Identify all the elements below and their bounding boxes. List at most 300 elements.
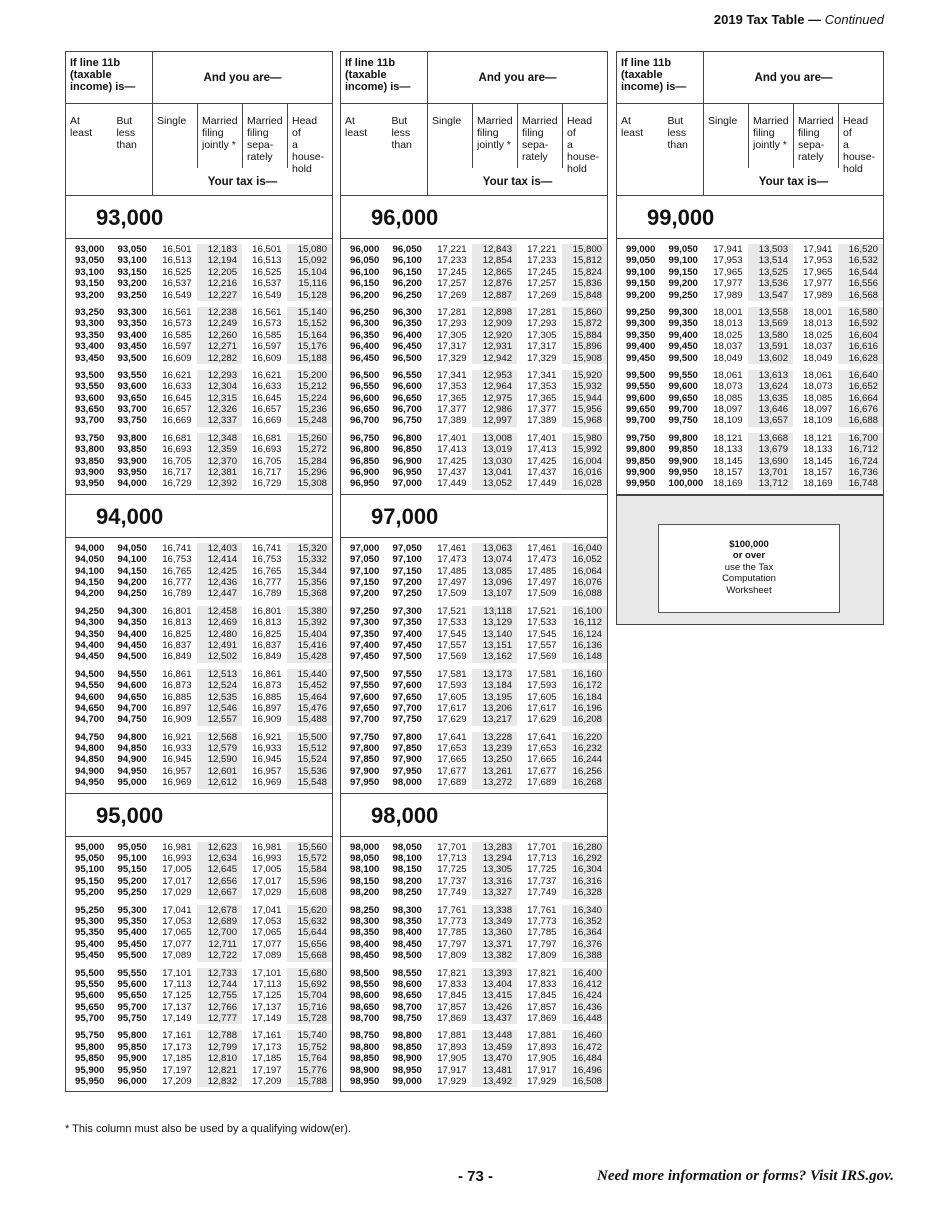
head-of-household-tax-cell: 15,524	[287, 754, 332, 765]
at-least-cell: 94,400	[75, 639, 105, 651]
row-group	[341, 543, 607, 600]
table-header	[66, 52, 332, 104]
married-jointly-tax-cell: 12,854	[472, 255, 517, 266]
table-row	[341, 244, 607, 255]
at-least-cell: 96,400	[350, 341, 380, 353]
married-jointly-tax-cell: 12,634	[197, 853, 242, 864]
single-tax-cell: 17,353	[437, 381, 467, 393]
but-less-than-cell: 93,850	[117, 444, 147, 456]
single-tax-cell: 17,341	[437, 369, 467, 381]
single-tax-cell: 18,001	[713, 306, 743, 318]
table-row	[341, 732, 607, 743]
table-row	[66, 1076, 332, 1087]
married-separately-tax-cell: 17,593	[527, 680, 557, 692]
table-row	[66, 318, 332, 329]
at-least-cell: 97,200	[350, 588, 380, 600]
but-less-than-cell: 98,050	[392, 841, 422, 853]
table-row	[341, 1030, 607, 1041]
head-of-household-tax-cell: 16,076	[562, 577, 607, 588]
at-least-cell: 93,400	[75, 341, 105, 353]
but-less-than-cell: 97,350	[392, 617, 422, 629]
but-less-than-cell: 94,300	[117, 605, 147, 617]
but-less-than-cell: 97,950	[392, 765, 422, 777]
table-row	[66, 456, 332, 467]
at-least-cell: 94,900	[75, 765, 105, 777]
but-less-than-cell: 97,650	[392, 691, 422, 703]
but-less-than-cell: 98,350	[392, 915, 422, 927]
but-less-than-cell: 96,850	[392, 444, 422, 456]
single-tax-cell: 17,329	[437, 352, 467, 364]
single-tax-cell: 16,861	[162, 668, 192, 680]
married-separately-tax-cell: 17,581	[527, 668, 557, 680]
single-tax-cell: 17,461	[437, 542, 467, 554]
table-row	[66, 1065, 332, 1076]
head-of-household-tax-cell: 15,608	[287, 887, 332, 898]
head-of-household-tax-cell: 15,848	[562, 290, 607, 301]
at-least-cell: 97,000	[350, 542, 380, 554]
at-least-cell: 93,200	[75, 289, 105, 301]
head-of-household-tax-cell: 16,316	[562, 876, 607, 887]
married-jointly-tax-cell: 12,579	[197, 743, 242, 754]
table-row	[341, 905, 607, 916]
married-jointly-tax-cell: 12,546	[197, 703, 242, 714]
table-row	[341, 842, 607, 853]
at-least-cell: 95,450	[75, 950, 105, 962]
married-separately-tax-cell: 17,881	[527, 1030, 557, 1042]
married-jointly-tax-cell: 12,370	[197, 456, 242, 467]
single-tax-cell: 16,765	[162, 565, 192, 577]
at-least-cell: 95,900	[75, 1064, 105, 1076]
married-jointly-tax-cell: 13,074	[472, 554, 517, 565]
married-separately-tax-cell: 16,861	[252, 668, 282, 680]
row-group	[66, 842, 332, 899]
but-less-than-cell: 99,750	[668, 415, 698, 427]
married-separately-tax-cell: 16,729	[252, 478, 282, 490]
but-less-than-cell: 99,250	[668, 289, 698, 301]
single-tax-cell: 17,929	[437, 1076, 467, 1088]
single-tax-cell: 17,401	[437, 432, 467, 444]
at-least-cell: 94,550	[75, 680, 105, 692]
head-of-household-tax-cell: 16,052	[562, 554, 607, 565]
married-jointly-tax-cell: 12,689	[197, 916, 242, 927]
table-row	[341, 255, 607, 266]
single-tax-cell: 17,197	[162, 1064, 192, 1076]
table-row	[341, 979, 607, 990]
block-heading: 93,000	[66, 196, 332, 239]
head-of-household-tax-cell: 15,464	[287, 692, 332, 703]
head-of-household-tax-cell: 16,376	[562, 939, 607, 950]
married-jointly-tax-cell: 12,447	[197, 588, 242, 599]
single-tax-cell: 16,741	[162, 542, 192, 554]
table-row	[66, 393, 332, 404]
married-jointly-tax-cell: 12,359	[197, 444, 242, 455]
but-less-than-cell: 97,500	[392, 651, 422, 663]
table-row	[66, 255, 332, 266]
but-less-than-cell: 95,900	[117, 1053, 147, 1065]
single-tax-cell: 17,989	[713, 289, 743, 301]
table-row	[341, 680, 607, 691]
table-row	[66, 754, 332, 765]
head-of-household-tax-cell: 15,956	[562, 404, 607, 415]
but-less-than-cell: 95,650	[117, 990, 147, 1002]
married-separately-tax-cell: 17,197	[252, 1064, 282, 1076]
at-least-cell: 93,950	[75, 478, 105, 490]
married-separately-tax-cell: 17,713	[527, 853, 557, 865]
at-least-cell: 96,950	[350, 478, 380, 490]
your-tax-is-label: Your tax is—	[482, 176, 553, 188]
but-less-than-cell: 93,500	[117, 352, 147, 364]
at-least-cell: 95,850	[75, 1053, 105, 1065]
at-least-cell: 95,400	[75, 938, 105, 950]
single-tax-cell: 18,157	[713, 467, 743, 479]
but-less-than-cell: 94,450	[117, 639, 147, 651]
head-of-household-tax-cell: 16,436	[562, 1002, 607, 1013]
married-separately-tax-cell: 17,281	[527, 306, 557, 318]
table-row	[617, 433, 883, 444]
table-row	[66, 842, 332, 853]
single-tax-cell: 17,965	[713, 266, 743, 278]
at-least-cell: 95,550	[75, 978, 105, 990]
but-less-than-cell: 95,250	[117, 887, 147, 899]
row-group	[341, 968, 607, 1025]
head-of-household-tax-cell: 16,724	[838, 456, 883, 467]
single-tax-cell: 16,753	[162, 554, 192, 566]
married-jointly-tax-cell: 12,964	[472, 381, 517, 392]
tax-table-column-3	[616, 51, 884, 625]
at-least-cell: 96,150	[350, 278, 380, 290]
at-least-cell: 96,000	[350, 244, 380, 255]
table-row	[617, 318, 883, 329]
table-row	[66, 669, 332, 680]
table-row	[66, 330, 332, 341]
at-least-cell: 98,250	[350, 904, 380, 916]
but-less-than-cell: 94,050	[117, 542, 147, 554]
but-less-than-cell: 97,450	[392, 639, 422, 651]
married-jointly-tax-cell: 13,261	[472, 766, 517, 777]
married-jointly-tax-cell: 13,690	[748, 456, 793, 467]
row-group	[66, 732, 332, 789]
single-tax-cell: 17,281	[437, 306, 467, 318]
married-separately-tax-cell: 17,941	[803, 244, 833, 255]
head-of-household-tax-cell: 16,484	[562, 1053, 607, 1064]
but-less-than-cell: 97,250	[392, 588, 422, 600]
table-row	[341, 927, 607, 938]
head-of-household-tax-cell: 16,280	[562, 842, 607, 853]
at-least-cell: 97,450	[350, 651, 380, 663]
head-of-household-tax-cell: 15,296	[287, 467, 332, 478]
income-block	[341, 495, 607, 794]
but-less-than-cell: 99,500	[668, 352, 698, 364]
head-of-household-tax-cell: 15,872	[562, 318, 607, 329]
single-tax-cell: 17,161	[162, 1030, 192, 1042]
at-least-cell: 93,800	[75, 444, 105, 456]
single-tax-cell: 17,029	[162, 887, 192, 899]
but-less-than-cell: 99,200	[668, 278, 698, 290]
married-separately-tax-cell: 17,953	[803, 255, 833, 267]
single-label: Single	[708, 115, 738, 127]
married-separately-tax-cell: 18,133	[803, 444, 833, 456]
single-tax-cell: 17,917	[437, 1064, 467, 1076]
table-row	[341, 307, 607, 318]
table-row	[341, 1076, 607, 1087]
single-tax-cell: 17,497	[437, 576, 467, 588]
but-less-than-cell: 99,650	[668, 392, 698, 404]
head-of-household-tax-cell: 15,140	[287, 307, 332, 318]
table-row	[341, 577, 607, 588]
head-of-household-tax-cell: 16,652	[838, 381, 883, 392]
married-jointly-tax-cell: 13,613	[748, 370, 793, 381]
at-least-cell: 93,900	[75, 467, 105, 479]
married-separately-tax-cell: 17,365	[527, 392, 557, 404]
but-less-than-cell: 98,400	[392, 927, 422, 939]
head-of-household-tax-cell: 16,712	[838, 444, 883, 455]
at-least-cell: 96,200	[350, 289, 380, 301]
single-tax-cell: 16,957	[162, 765, 192, 777]
head-of-household-tax-cell: 15,284	[287, 456, 332, 467]
row-group	[66, 669, 332, 726]
married-jointly-tax-cell: 12,282	[197, 353, 242, 364]
head-of-household-tax-cell: 16,700	[838, 433, 883, 444]
head-of-household-tax-cell: 16,244	[562, 754, 607, 765]
but-less-than-cell: 98,150	[392, 864, 422, 876]
but-less-than-cell: 97,150	[392, 565, 422, 577]
single-tax-cell: 16,657	[162, 404, 192, 416]
at-least-cell: 94,450	[75, 651, 105, 663]
but-less-than-cell: 94,950	[117, 765, 147, 777]
table-row	[66, 732, 332, 743]
table-row	[66, 1042, 332, 1053]
married-separately-tax-cell: 17,101	[252, 967, 282, 979]
table-row	[341, 404, 607, 415]
single-tax-cell: 16,729	[162, 478, 192, 490]
married-separately-tax-cell: 17,125	[252, 990, 282, 1002]
table-row	[66, 979, 332, 990]
but-less-than-label: But less than	[667, 115, 688, 151]
continued-text: Continued	[824, 12, 884, 27]
note-line: use the Tax	[724, 561, 774, 573]
single-tax-cell: 17,389	[437, 415, 467, 427]
at-least-cell: 97,900	[350, 765, 380, 777]
at-least-cell: 99,800	[626, 444, 656, 456]
married-jointly-tax-cell: 13,239	[472, 743, 517, 754]
married-separately-tax-cell: 16,765	[252, 565, 282, 577]
married-separately-tax-cell: 16,597	[252, 341, 282, 353]
head-of-household-tax-cell: 16,460	[562, 1030, 607, 1041]
but-less-than-cell: 93,450	[117, 341, 147, 353]
table-row	[66, 916, 332, 927]
married-jointly-tax-cell: 12,997	[472, 415, 517, 426]
head-of-household-tax-cell: 16,736	[838, 467, 883, 478]
income-block	[66, 794, 332, 1092]
but-less-than-cell: 96,350	[392, 318, 422, 330]
married-jointly-tax-cell: 13,393	[472, 968, 517, 979]
married-separately-tax-cell: 17,557	[527, 639, 557, 651]
at-least-cell: 93,450	[75, 352, 105, 364]
but-less-than-cell: 97,400	[392, 628, 422, 640]
but-less-than-cell: 93,950	[117, 467, 147, 479]
married-jointly-tax-cell: 13,305	[472, 864, 517, 875]
at-least-cell: 99,600	[626, 392, 656, 404]
table-row	[341, 381, 607, 392]
married-jointly-tax-cell: 13,712	[748, 478, 793, 489]
single-tax-cell: 17,617	[437, 702, 467, 714]
married-separately-tax-cell: 16,585	[252, 329, 282, 341]
married-jointly-tax-cell: 12,887	[472, 290, 517, 301]
table-row	[66, 370, 332, 381]
single-tax-cell: 17,221	[437, 244, 467, 255]
single-tax-cell: 17,533	[437, 617, 467, 629]
table-row	[617, 267, 883, 278]
single-tax-cell: 17,425	[437, 455, 467, 467]
married-jointly-tax-cell: 13,316	[472, 876, 517, 887]
head-of-household-tax-cell: 15,092	[287, 255, 332, 266]
but-less-than-cell: 99,050	[668, 244, 698, 255]
at-least-label: At least	[621, 115, 644, 139]
head-of-household-tax-cell: 15,644	[287, 927, 332, 938]
married-jointly-tax-cell: 12,898	[472, 307, 517, 318]
married-separately-tax-cell: 17,149	[252, 1013, 282, 1025]
married-separately-tax-cell: 16,645	[252, 392, 282, 404]
but-less-than-cell: 98,650	[392, 990, 422, 1002]
single-tax-cell: 16,945	[162, 754, 192, 766]
but-less-than-cell: 99,950	[668, 467, 698, 479]
married-separately-tax-cell: 16,945	[252, 754, 282, 766]
married-jointly-tax-cell: 12,480	[197, 629, 242, 640]
but-less-than-cell: 95,200	[117, 875, 147, 887]
at-least-cell: 95,500	[75, 967, 105, 979]
at-least-cell: 93,000	[75, 244, 105, 255]
head-of-household-tax-cell: 16,328	[562, 887, 607, 898]
married-separately-tax-cell: 17,041	[252, 904, 282, 916]
table-row	[66, 433, 332, 444]
single-tax-cell: 16,717	[162, 467, 192, 479]
head-of-household-tax-cell: 15,080	[287, 244, 332, 255]
single-tax-cell: 16,573	[162, 318, 192, 330]
married-separately-tax-cell: 17,077	[252, 938, 282, 950]
table-row	[341, 456, 607, 467]
married-separately-tax-cell: 18,085	[803, 392, 833, 404]
head-of-household-tax-cell: 15,656	[287, 939, 332, 950]
married-jointly-tax-cell: 12,601	[197, 766, 242, 777]
column-subheader	[341, 104, 607, 196]
but-less-than-cell: 93,600	[117, 381, 147, 393]
married-separately-tax-cell: 17,725	[527, 864, 557, 876]
head-of-household-tax-cell: 16,136	[562, 640, 607, 651]
at-least-cell: 94,600	[75, 691, 105, 703]
but-less-than-cell: 93,100	[117, 255, 147, 267]
married-jointly-tax-cell: 13,008	[472, 433, 517, 444]
your-tax-is-label: Your tax is—	[758, 176, 829, 188]
at-least-cell: 94,050	[75, 554, 105, 566]
single-tax-cell: 16,549	[162, 289, 192, 301]
single-tax-cell: 17,233	[437, 255, 467, 267]
but-less-than-cell: 93,350	[117, 318, 147, 330]
head-of-household-tax-cell: 15,152	[287, 318, 332, 329]
table-row	[341, 950, 607, 961]
table-row	[66, 939, 332, 950]
at-least-cell: 97,100	[350, 565, 380, 577]
at-least-cell: 96,100	[350, 266, 380, 278]
married-separately-tax-cell: 16,813	[252, 617, 282, 629]
married-jointly-tax-cell: 12,568	[197, 732, 242, 743]
at-least-cell: 97,500	[350, 668, 380, 680]
irs-help-link-text: Need more information or forms? Visit IRS.gov.	[597, 1168, 894, 1184]
table-row	[66, 617, 332, 628]
table-row	[66, 1013, 332, 1024]
married-jointly-tax-cell: 13,646	[748, 404, 793, 415]
married-separately-tax-cell: 17,317	[527, 341, 557, 353]
at-least-cell: 93,050	[75, 255, 105, 267]
table-row	[66, 566, 332, 577]
at-least-cell: 96,550	[350, 381, 380, 393]
single-tax-cell: 17,077	[162, 938, 192, 950]
at-least-cell: 97,150	[350, 576, 380, 588]
table-row	[341, 640, 607, 651]
head-of-household-tax-cell: 15,560	[287, 842, 332, 853]
at-least-cell: 99,100	[626, 266, 656, 278]
married-separately-tax-cell: 16,633	[252, 381, 282, 393]
row-group	[341, 669, 607, 726]
but-less-than-cell: 95,700	[117, 1001, 147, 1013]
at-least-cell: 93,600	[75, 392, 105, 404]
married-jointly-tax-cell: 13,679	[748, 444, 793, 455]
head-of-household-tax-cell: 15,836	[562, 278, 607, 289]
married-jointly-tax-cell: 13,162	[472, 651, 517, 662]
married-separately-tax-cell: 18,073	[803, 381, 833, 393]
table-row	[341, 853, 607, 864]
married-jointly-tax-cell: 13,701	[748, 467, 793, 478]
table-row	[66, 1030, 332, 1041]
table-row	[66, 554, 332, 565]
married-separately-tax-cell: 18,121	[803, 432, 833, 444]
married-jointly-tax-cell: 13,151	[472, 640, 517, 651]
row-group	[66, 307, 332, 364]
table-row	[341, 777, 607, 788]
married-jointly-tax-cell: 12,436	[197, 577, 242, 588]
single-tax-cell: 16,669	[162, 415, 192, 427]
at-least-cell: 99,300	[626, 318, 656, 330]
single-tax-cell: 17,605	[437, 691, 467, 703]
single-tax-cell: 17,881	[437, 1030, 467, 1042]
single-tax-cell: 16,501	[162, 244, 192, 255]
married-separately-tax-cell: 18,001	[803, 306, 833, 318]
married-jointly-tax-cell: 12,942	[472, 353, 517, 364]
single-tax-cell: 17,365	[437, 392, 467, 404]
income-block	[341, 196, 607, 495]
single-tax-cell: 17,317	[437, 341, 467, 353]
single-tax-cell: 16,609	[162, 352, 192, 364]
but-less-than-cell: 98,550	[392, 967, 422, 979]
head-of-household-tax-cell: 15,212	[287, 381, 332, 392]
but-less-than-cell: 96,900	[392, 455, 422, 467]
at-least-cell: 93,150	[75, 278, 105, 290]
married-separately-tax-cell: 16,501	[252, 244, 282, 255]
single-tax-cell: 17,821	[437, 967, 467, 979]
married-separately-tax-cell: 17,293	[527, 318, 557, 330]
single-tax-cell: 17,257	[437, 278, 467, 290]
at-least-cell: 99,400	[626, 341, 656, 353]
head-of-household-tax-cell: 15,884	[562, 330, 607, 341]
table-row	[341, 341, 607, 352]
head-of-household-tax-cell: 15,800	[562, 244, 607, 255]
at-least-cell: 97,400	[350, 639, 380, 651]
table-row	[66, 651, 332, 662]
married-jointly-tax-cell: 13,415	[472, 990, 517, 1001]
head-of-household-tax-cell: 15,572	[287, 853, 332, 864]
but-less-than-cell: 95,300	[117, 904, 147, 916]
table-row	[66, 990, 332, 1001]
married-jointly-tax-cell: 12,766	[197, 1002, 242, 1013]
